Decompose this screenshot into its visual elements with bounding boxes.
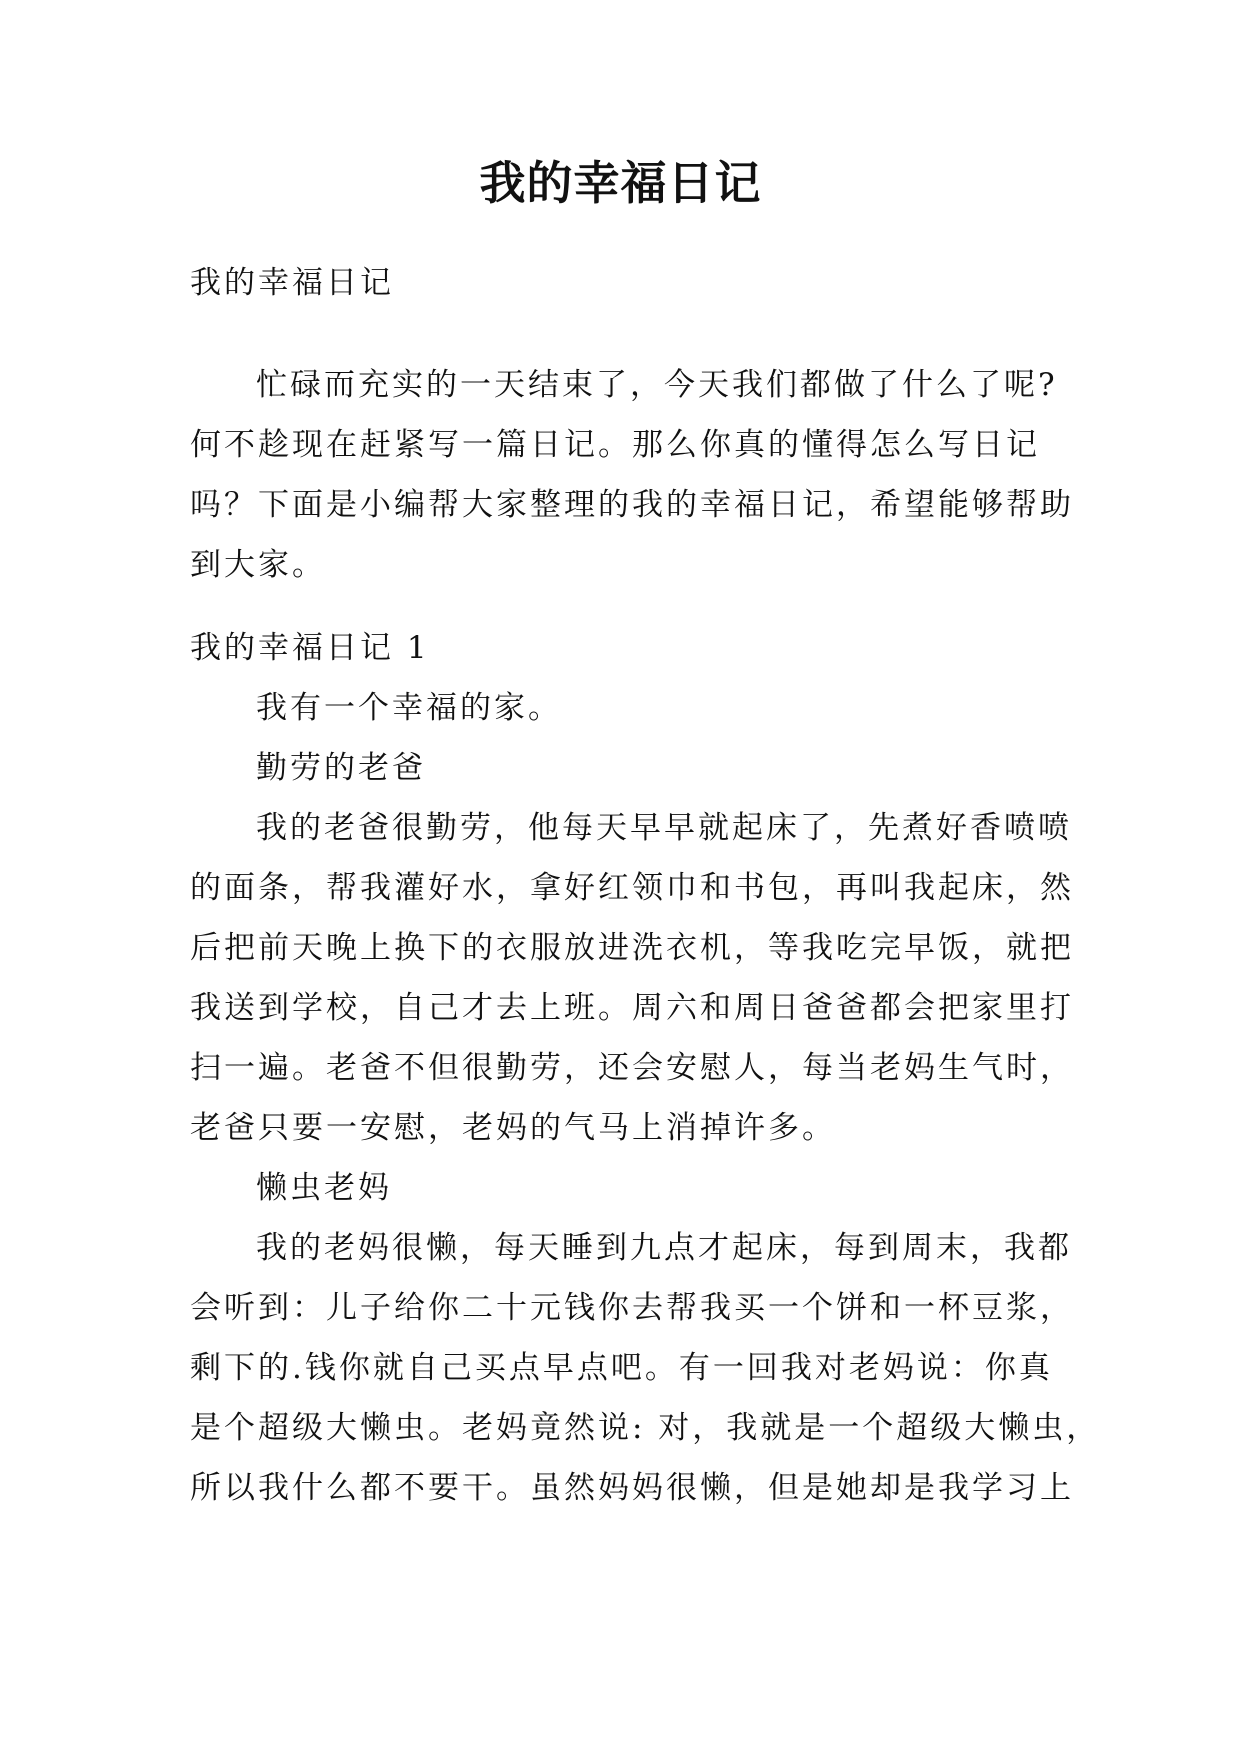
paragraph-line: 会听到：儿子给你二十元钱你去帮我买一个饼和一杯豆浆， xyxy=(190,1290,1074,1326)
paragraph-line: 我的老爸很勤劳，他每天早早就起床了，先煮好香喷喷 xyxy=(256,810,1072,846)
paragraph-line: 老爸只要一安慰，老妈的气马上消掉许多。 xyxy=(190,1110,836,1146)
paragraph-line: 的面条，帮我灌好水，拿好红领巾和书包，再叫我起床，然 xyxy=(190,870,1074,906)
paragraph-line: 所以我什么都不要干。虽然妈妈很懒，但是她却是我学习上 xyxy=(190,1470,1074,1506)
document-title: 我的幸福日记 xyxy=(479,156,762,210)
paragraph-line: 扫一遍。老爸不但很勤劳，还会安慰人，每当老妈生气时， xyxy=(190,1050,1074,1086)
intro-paragraph xyxy=(190,355,1074,595)
paragraph-line: 何不趁现在赶紧写一篇日记。那么你真的懂得怎么写日记 xyxy=(190,427,1040,463)
paragraph-line: 我送到学校，自己才去上班。周六和周日爸爸都会把家里打 xyxy=(190,990,1074,1026)
paragraph-line: 忙碌而充实的一天结束了，今天我们都做了什么了呢? xyxy=(256,367,1058,403)
diary-section-1 xyxy=(190,618,1101,1518)
paragraph-line: 我有一个幸福的家。 xyxy=(256,690,562,726)
paragraph-line: 剩下的.钱你就自己买点早点吧。有一回我对老妈说：你真 xyxy=(190,1350,1053,1386)
paragraph-line: 我的老妈很懒，每天睡到九点才起床，每到周末，我都 xyxy=(256,1230,1072,1266)
document-subtitle xyxy=(190,253,1056,313)
paragraph-line: 后把前天晚上换下的衣服放进洗衣机，等我吃完早饭，就把 xyxy=(190,930,1074,966)
subtitle-line: 我的幸福日记 xyxy=(190,265,394,301)
section-heading: 我的幸福日记 1 xyxy=(190,630,430,666)
subheading-dad: 勤劳的老爸 xyxy=(256,750,426,786)
paragraph-line: 是个超级大懒虫。老妈竟然说: 对，我就是一个超级大懒虫， xyxy=(190,1410,1101,1446)
subheading-mom: 懒虫老妈 xyxy=(256,1170,392,1206)
paragraph-line: 到大家。 xyxy=(190,547,326,583)
paragraph-line: 吗？下面是小编帮大家整理的我的幸福日记，希望能够帮助 xyxy=(190,487,1074,523)
